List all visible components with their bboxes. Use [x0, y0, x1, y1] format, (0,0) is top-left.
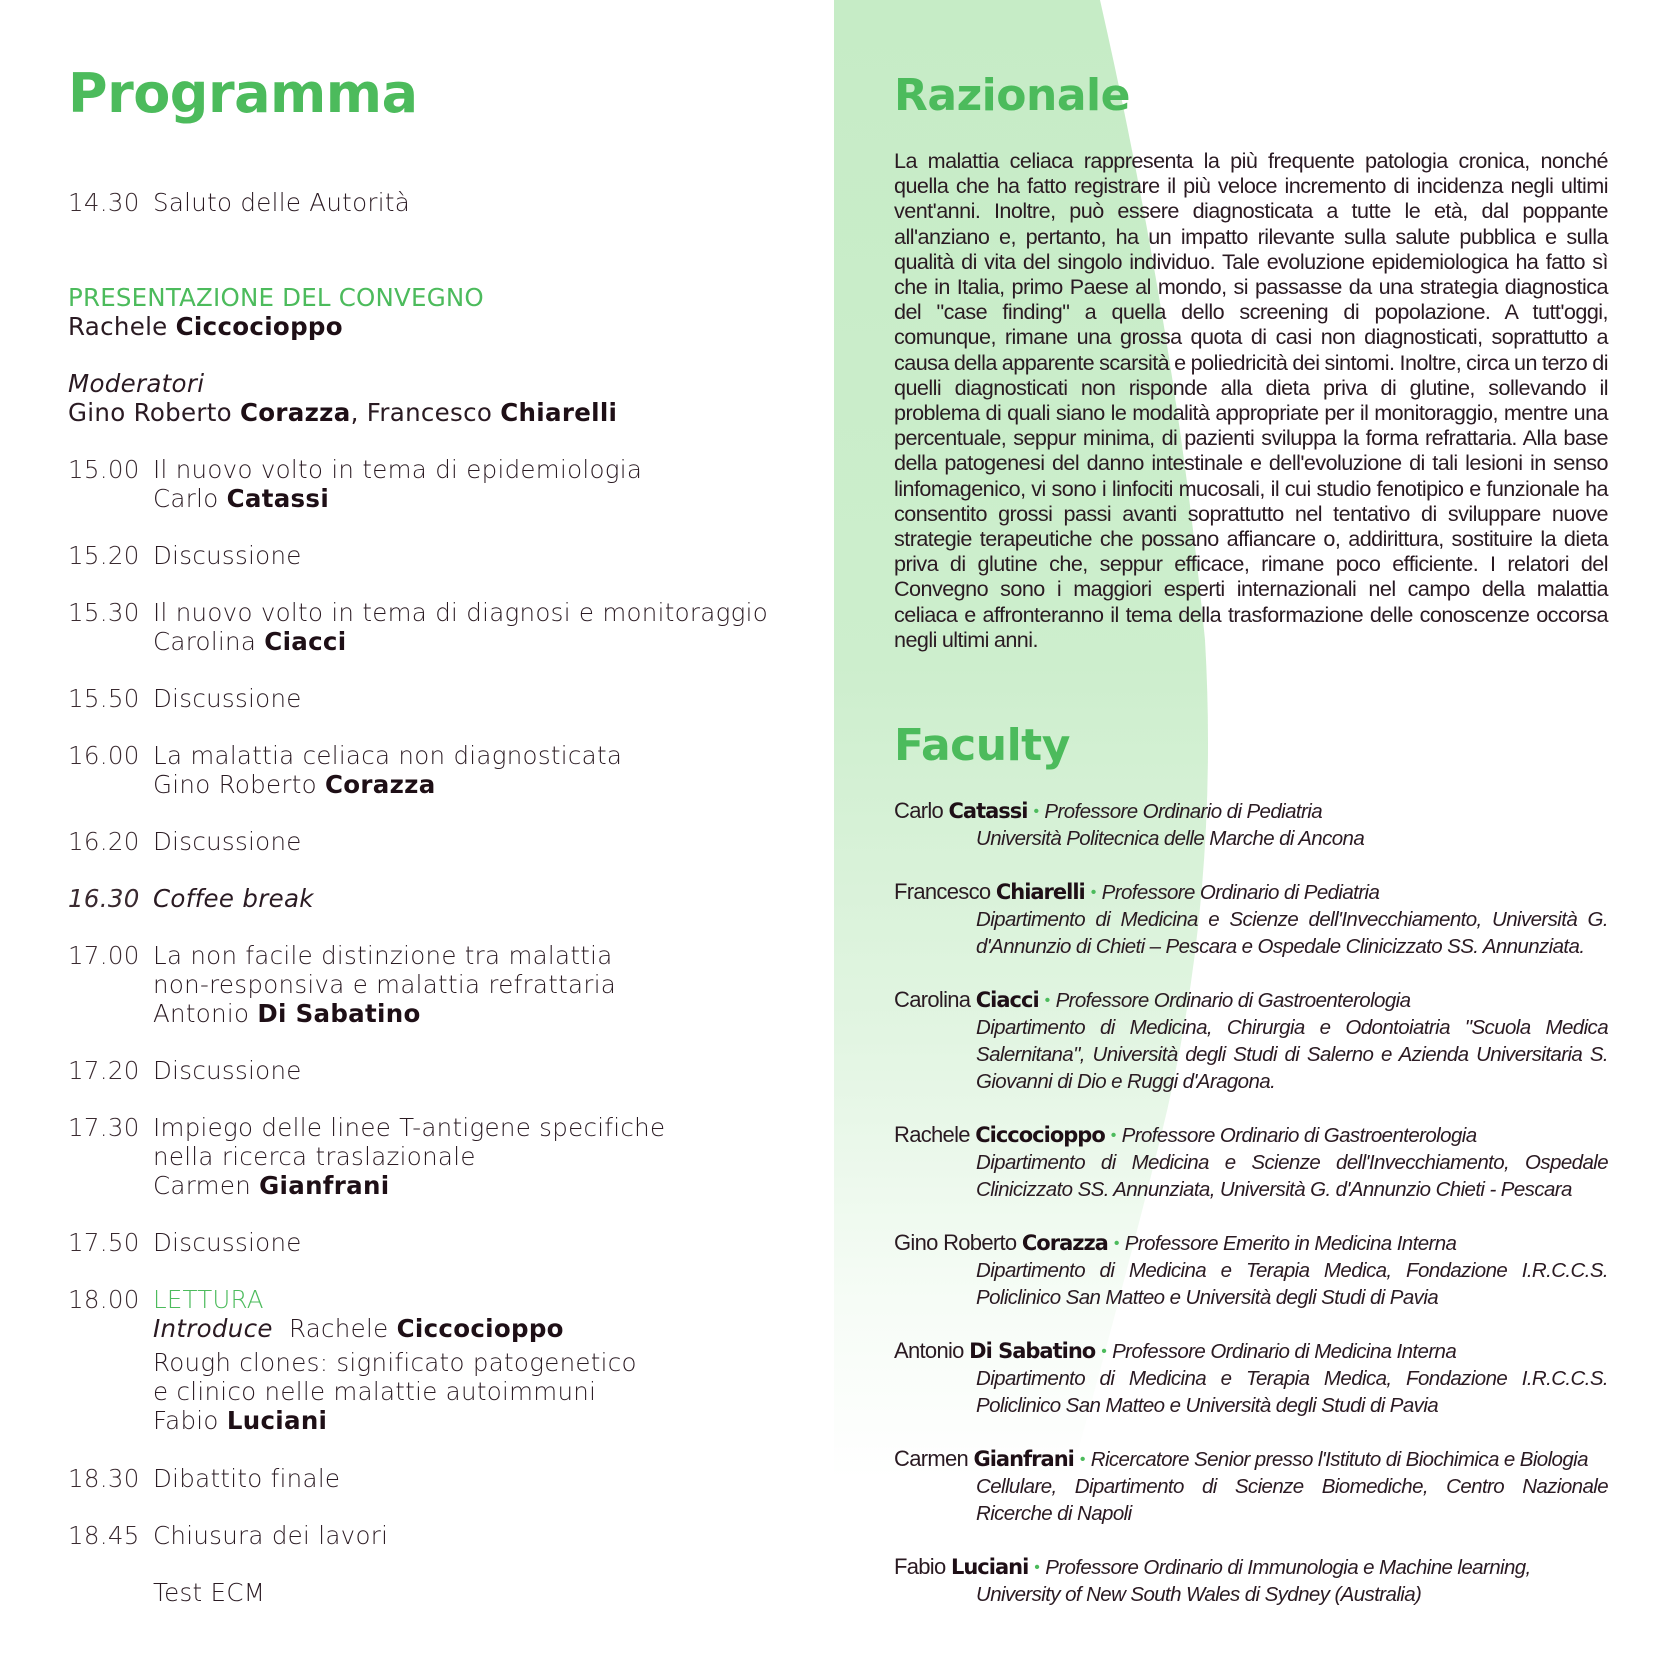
faculty-affiliation: Università Politecnica delle Marche di Ancona: [976, 827, 1365, 850]
speaker-first-name: Carolina: [153, 627, 257, 656]
faculty-affiliation: Dipartimento di Medicina e Terapia Medica, Fondazione I.R.C.C.S. Policlinico San Matteo e Università degli Studi di Pavia: [976, 1367, 1608, 1417]
program-item-body: [153, 598, 808, 656]
program-time: 15.00: [68, 455, 140, 484]
program-item: [68, 741, 808, 799]
faculty-last-name: Di Sabatino: [969, 1339, 1096, 1363]
program-title-line: Impiego delle linee T-antigene specifiche: [153, 1113, 666, 1142]
program-item-lettura: [68, 1285, 808, 1435]
faculty-affiliation: Dipartimento di Medicina, Chirurgia e Odontoiatria "Scuola Medica Salernitana", Università degli Studi di Salerno e Azienda Universitaria S. Giovanni di Dio e Ruggi d'Aragona.: [976, 1016, 1608, 1093]
program-time: [68, 1578, 153, 1607]
program-speaker: [153, 1171, 808, 1200]
faculty-role: Professore Ordinario di Gastroenterologia: [1121, 1124, 1477, 1147]
program-item: [68, 455, 808, 513]
faculty-first-name: Carmen: [894, 1446, 969, 1471]
program-item-opening: [68, 188, 808, 217]
faculty-last-name: Corazza: [1021, 1231, 1108, 1255]
faculty-member-header: [894, 1121, 1608, 1149]
program-time: 15.50: [68, 684, 140, 713]
program-time: 17.00: [68, 941, 140, 970]
faculty-member-header: [894, 1553, 1608, 1581]
faculty-member: [894, 1229, 1608, 1311]
speaker-last-name: Di Sabatino: [257, 999, 421, 1028]
sessions-list: [68, 455, 808, 1257]
presentazione-label: PRESENTAZIONE DEL CONVEGNO: [68, 283, 484, 312]
faculty-last-name: Luciani: [950, 1555, 1029, 1579]
program-item: [68, 1228, 808, 1257]
presentazione-block: [68, 283, 808, 341]
faculty-last-name: Ciacci: [975, 988, 1039, 1012]
faculty-member-header: [894, 1445, 1608, 1473]
program-time: 17.50: [68, 1228, 140, 1257]
faculty-list: [894, 797, 1608, 1634]
speaker-first-name: Rachele: [68, 312, 168, 341]
faculty-last-name: Gianfrani: [973, 1447, 1074, 1471]
programma-title: Programma: [68, 62, 418, 125]
program-title: Saluto delle Autorità: [153, 188, 411, 217]
program-item: [68, 1464, 808, 1493]
faculty-first-name: Carlo: [894, 798, 944, 823]
program-item: [68, 884, 808, 913]
program-time: 14.30: [68, 188, 140, 217]
faculty-member: [894, 1337, 1608, 1419]
program-item-body: [153, 941, 808, 1028]
program-item-body: [153, 827, 808, 856]
bullet-dot-icon: •: [1110, 1127, 1116, 1144]
program-title: Chiusura dei lavori: [153, 1521, 389, 1550]
speaker-first-name: Rachele: [288, 1314, 389, 1343]
faculty-first-name: Francesco: [894, 879, 991, 904]
speaker-last-name: Catassi: [226, 484, 330, 513]
program-item-body: [153, 455, 808, 513]
faculty-member-header: [894, 797, 1608, 825]
program-title-line: La non facile distinzione tra malattia: [153, 941, 613, 970]
faculty-affiliation: Dipartimento di Medicina e Scienze dell'Invecchiamento, Ospedale Clinicizzato SS. Annunziata, Università G. d'Annunzio Chieti - Pescara: [976, 1151, 1608, 1201]
faculty-last-name: Catassi: [948, 799, 1028, 823]
program-item: [68, 598, 808, 656]
speaker-last-name: Corazza: [325, 770, 436, 799]
lettura-title-line: Rough clones: significato patogenetico: [153, 1348, 637, 1377]
program-item: [68, 941, 808, 1028]
program-title-line: Discussione: [153, 684, 302, 713]
program-title-line: Discussione: [153, 827, 302, 856]
faculty-affiliation: University of New South Wales di Sydney (Australia): [976, 1583, 1422, 1606]
program-title: Test ECM: [153, 1578, 266, 1607]
program-title-line: Coffee break: [153, 884, 314, 913]
program-title-line: La malattia celiaca non diagnosticata: [153, 741, 623, 770]
introduce-label: Introduce: [153, 1314, 273, 1343]
faculty-first-name: Gino Roberto: [894, 1230, 1017, 1255]
faculty-member: [894, 797, 1608, 852]
program-item: [68, 1521, 808, 1550]
speaker-first-name: Antonio: [153, 999, 250, 1028]
speaker-last-name: Ciccocioppo: [396, 1314, 564, 1343]
razionale-text: La malattia celiaca rappresenta la più frequente patologia cronica, nonché quella che ha fatto registrare il più veloce incremento di incidenza negli ultimi vent'anni. Inoltre, può essere diagnosticata a tutte le età, dal poppante all'anziano e, pertanto, ha un impatto rilevante sulla salute pubblica e sulla qualità di vita del singolo individuo. Tale evoluzione epidemiologica ha fatto sì che in Italia, primo Paese al mondo, si passasse da una strategia diagnostica del "case finding" a quella dello screening di popolazione. A tutt'oggi, comunque, rimane una grossa quota di casi non diagnosticati, soprattutto a causa della apparente scarsità e poliedricità dei sintomi. Inoltre, circa un terzo di quelli diagnosticati non risponde alla dieta priva di glutine, sollevando il problema di quali siano le modalità appropriate per il monitoraggio, mentre una percentuale, seppur minima, di pazienti sviluppa la forma refrattaria. Alla base della patogenesi del danno intestinale e dell'evoluzione di tali lesioni in senso linfomagenico, vi sono i linfociti mucosali, il cui studio fenotipico e funzionale ha consentito grossi passi avanti soprattutto nel tentativo di sviluppare nuove strategie terapeutiche che possano affiancare o, addirittura, sostituire la dieta priva di glutine che, seppur efficace, rimane poco efficiente. I relatori del Convegno sono i maggiori esperti internazionali nel campo della malattia celiaca e affronteranno il tema della trasformazione delle conoscenze occorsa negli ultimi anni.: [894, 148, 1608, 652]
program-time: 16.00: [68, 741, 140, 770]
faculty-affiliation: Dipartimento di Medicina e Scienze dell'Invecchiamento, Università G. d'Annunzio di Chieti – Pescara e Ospedale Clinicizzato SS. Annunziata.: [976, 908, 1608, 958]
program-item: [68, 1056, 808, 1085]
program-item-body: [153, 541, 808, 570]
faculty-member: [894, 1121, 1608, 1203]
faculty-role: Professore Ordinario di Gastroenterologia: [1055, 989, 1411, 1012]
program-time: 17.30: [68, 1113, 140, 1142]
lettura-introducer: [153, 1314, 808, 1343]
program-item-body: [153, 1056, 808, 1085]
faculty-title: Faculty: [894, 720, 1070, 771]
program-item: [68, 541, 808, 570]
program-title: Dibattito finale: [153, 1464, 341, 1493]
program-item: [68, 684, 808, 713]
program-title-line: nella ricerca traslazionale: [153, 1142, 476, 1171]
bullet-dot-icon: •: [1044, 992, 1050, 1009]
bullet-dot-icon: •: [1113, 1235, 1119, 1252]
speaker-first-name: Carlo: [153, 484, 219, 513]
lettura-label: LETTURA: [153, 1285, 264, 1314]
closing-list: [68, 1464, 808, 1607]
faculty-last-name: Chiarelli: [995, 880, 1085, 904]
moderator-first-name: Francesco: [366, 398, 493, 427]
speaker-last-name: Gianfrani: [259, 1171, 390, 1200]
faculty-member-header: [894, 1229, 1608, 1257]
program-title-line: Discussione: [153, 1228, 302, 1257]
faculty-affiliation: Dipartimento di Medicina e Terapia Medica, Fondazione I.R.C.C.S. Policlinico San Matteo e Università degli Studi di Pavia: [976, 1259, 1608, 1309]
program-item-body: [153, 741, 808, 799]
lettura-title-line: e clinico nelle malattie autoimmuni: [153, 1377, 597, 1406]
program-item: [68, 1113, 808, 1200]
program-time: 18.30: [68, 1464, 140, 1493]
faculty-first-name: Antonio: [894, 1338, 964, 1363]
faculty-member: [894, 878, 1608, 960]
faculty-member: [894, 1445, 1608, 1527]
program-title-line: Il nuovo volto in tema di epidemiologia: [153, 455, 643, 484]
program-time: 15.30: [68, 598, 140, 627]
bullet-dot-icon: •: [1101, 1343, 1107, 1360]
program-title-line: Il nuovo volto in tema di diagnosi e monitoraggio: [153, 598, 769, 627]
faculty-first-name: Fabio: [894, 1554, 946, 1579]
program-item: [68, 827, 808, 856]
program-item-body: [153, 684, 808, 713]
program-time: 15.20: [68, 541, 140, 570]
razionale-title: Razionale: [894, 70, 1130, 121]
separator: ,: [350, 398, 367, 427]
bullet-dot-icon: •: [1090, 884, 1096, 901]
faculty-affiliation: Cellulare, Dipartimento di Scienze Biomediche, Centro Nazionale Ricerche di Napoli: [976, 1475, 1608, 1525]
programma-list: [68, 188, 808, 1635]
faculty-role: Professore Ordinario di Immunologia e Machine learning,: [1045, 1556, 1531, 1579]
bullet-dot-icon: •: [1079, 1451, 1085, 1468]
faculty-role: Professore Ordinario di Pediatria: [1044, 800, 1322, 823]
moderator-first-name: Gino Roberto: [68, 398, 232, 427]
program-time: 16.30: [68, 884, 140, 913]
speaker-last-name: Ciacci: [264, 627, 347, 656]
speaker-first-name: Carmen: [153, 1171, 252, 1200]
program-time: 18.45: [68, 1521, 140, 1550]
moderator-last-name: Chiarelli: [500, 398, 618, 427]
speaker-first-name: Fabio: [153, 1406, 219, 1435]
program-item-body: [153, 1113, 808, 1200]
program-title-line: non-responsiva e malattia refrattaria: [153, 970, 617, 999]
lettura-body: [153, 1285, 808, 1435]
speaker-first-name: Gino Roberto: [153, 770, 317, 799]
program-title-line: Discussione: [153, 1056, 302, 1085]
faculty-role: Professore Ordinario di Medicina Interna: [1112, 1340, 1457, 1363]
program-time: 17.20: [68, 1056, 140, 1085]
faculty-member: [894, 986, 1608, 1095]
speaker-last-name: Ciccocioppo: [175, 312, 343, 341]
program-speaker: [153, 770, 808, 799]
program-item-body: [153, 884, 808, 913]
moderatori-label: Moderatori: [68, 369, 205, 398]
faculty-role: Professore Emerito in Medicina Interna: [1124, 1232, 1457, 1255]
moderatori-names: [68, 398, 808, 427]
bullet-dot-icon: •: [1033, 803, 1039, 820]
faculty-member-header: [894, 878, 1608, 906]
faculty-first-name: Carolina: [894, 987, 971, 1012]
faculty-last-name: Ciccocioppo: [975, 1123, 1105, 1147]
moderatori-block: [68, 369, 808, 427]
faculty-member-header: [894, 986, 1608, 1014]
program-speaker: [153, 484, 808, 513]
faculty-role: Professore Ordinario di Pediatria: [1101, 881, 1380, 904]
program-speaker: [153, 999, 808, 1028]
faculty-role: Ricercatore Senior presso l'Istituto di Biochimica e Biologia: [1090, 1448, 1588, 1471]
program-title-line: Discussione: [153, 541, 302, 570]
program-speaker: [153, 627, 808, 656]
bullet-dot-icon: •: [1034, 1559, 1040, 1576]
presentazione-speaker: [68, 312, 808, 341]
lettura-speaker: [153, 1406, 808, 1435]
program-item-body: [153, 1228, 808, 1257]
faculty-member: [894, 1553, 1608, 1608]
program-time: 16.20: [68, 827, 140, 856]
program-item: [68, 1578, 808, 1607]
faculty-first-name: Rachele: [894, 1122, 970, 1147]
program-time: 18.00: [68, 1285, 140, 1314]
speaker-last-name: Luciani: [226, 1406, 328, 1435]
faculty-member-header: [894, 1337, 1608, 1365]
moderator-last-name: Corazza: [240, 398, 351, 427]
